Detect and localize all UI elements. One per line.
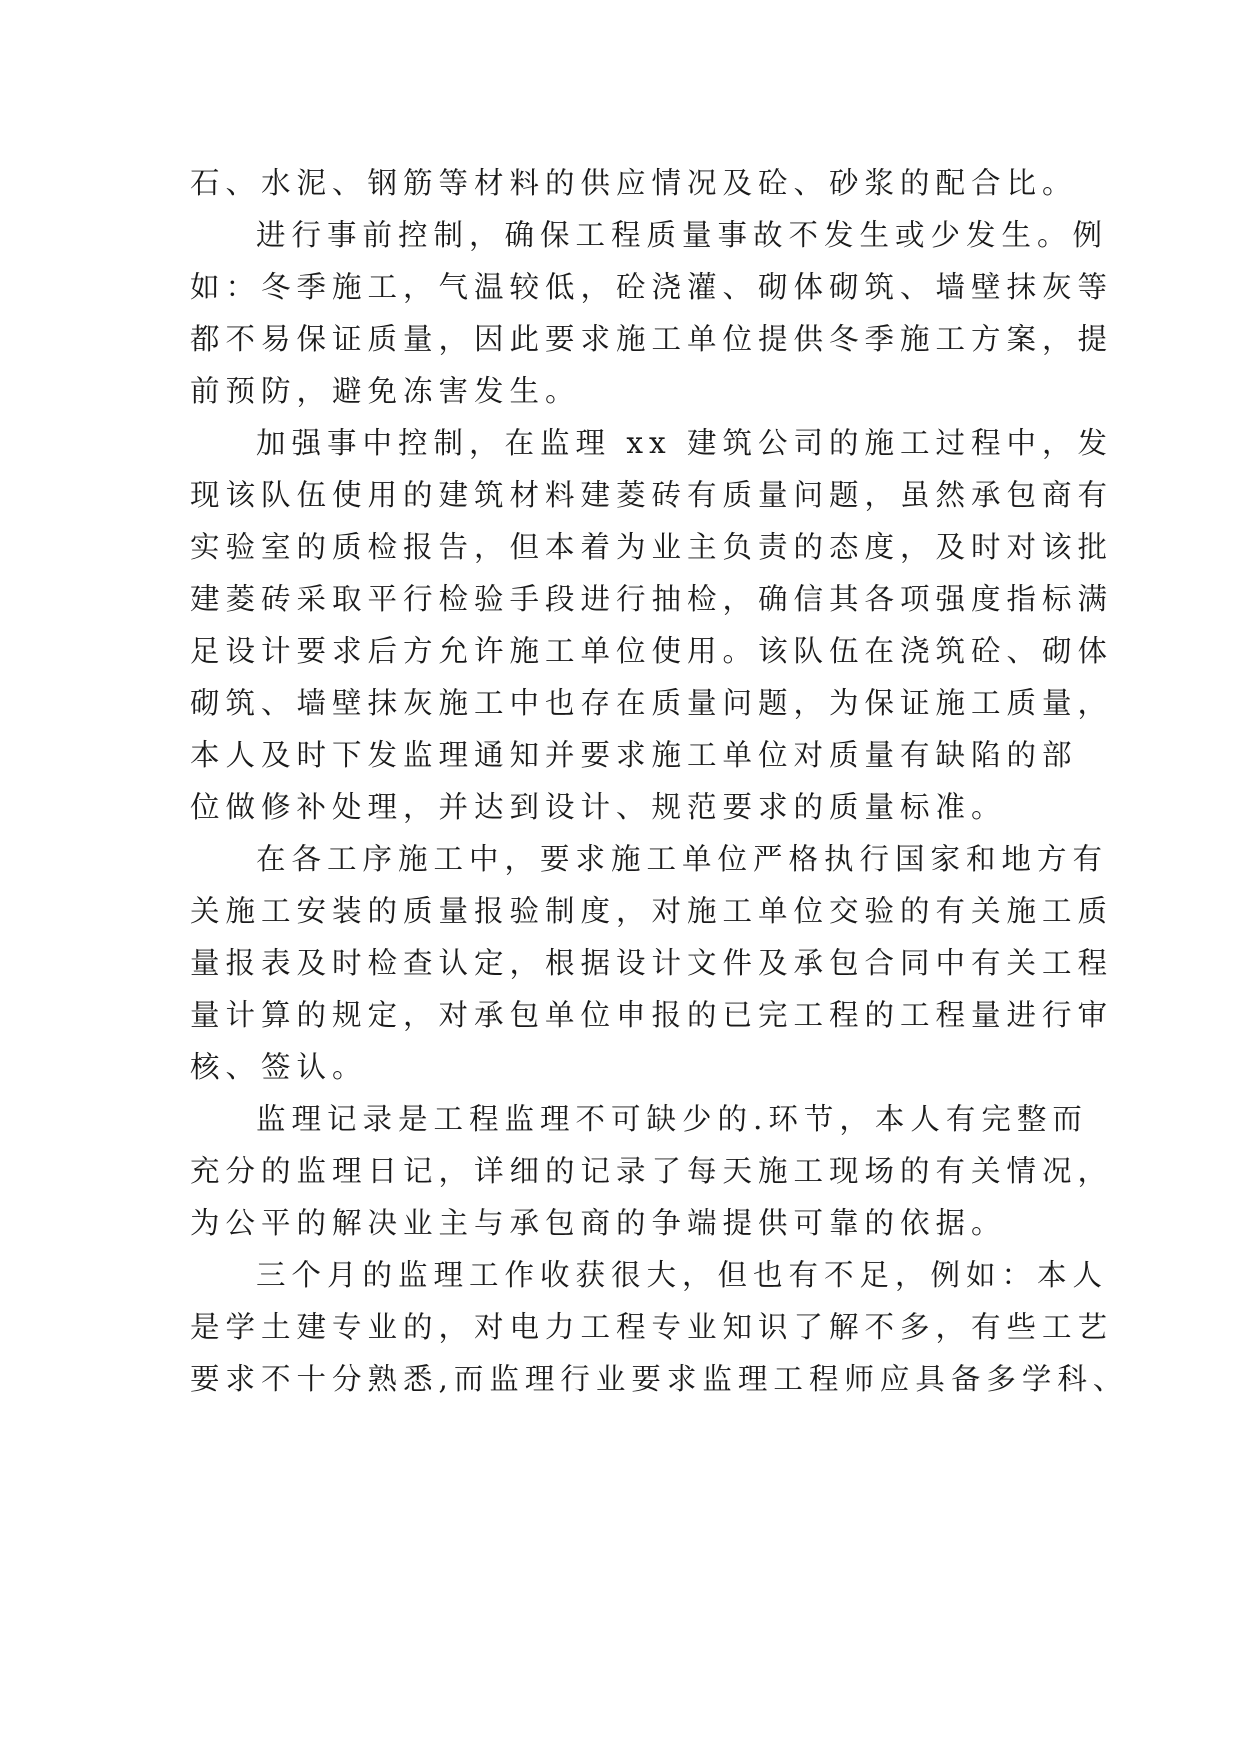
paragraph — [190, 209, 1114, 417]
paragraph — [190, 1249, 1129, 1405]
text-line: 量计算的规定，对承包单位申报的已完工程的工程量进行审 — [190, 998, 1114, 1032]
text-line: 前预防，避免冻害发生。 — [190, 374, 581, 408]
text-line: 本人及时下发监理通知并要求施工单位对质量有缺陷的部 — [190, 738, 1078, 772]
text-line: 位做修补处理，并达到设计、规范要求的质量标准。 — [190, 790, 1007, 824]
text-line: 都不易保证质量，因此要求施工单位提供冬季施工方案，提 — [190, 322, 1114, 356]
paragraph — [190, 1093, 1114, 1249]
paragraph — [190, 417, 1114, 833]
text-line: 关施工安装的质量报验制度，对施工单位交验的有关施工质 — [190, 894, 1114, 928]
text-line: 如：冬季施工，气温较低，砼浇灌、砌体砌筑、墙壁抹灰等 — [190, 270, 1114, 304]
text-line: 监理记录是工程监理不可缺少的.环节，本人有完整而 — [256, 1102, 1088, 1136]
paragraph — [190, 157, 1078, 209]
text-line: 在各工序施工中，要求施工单位严格执行国家和地方有 — [256, 842, 1109, 876]
text-line: 量报表及时检查认定，根据设计文件及承包合同中有关工程 — [190, 946, 1114, 980]
paragraph — [190, 833, 1114, 1093]
text-line: 实验室的质检报告，但本着为业主负责的态度，及时对该批 — [190, 530, 1114, 564]
text-line: 石、水泥、钢筋等材料的供应情况及砼、砂浆的配合比。 — [190, 166, 1078, 200]
text-line: 核、签认。 — [190, 1050, 368, 1084]
text-line: 充分的监理日记，详细的记录了每天施工现场的有关情况， — [190, 1154, 1114, 1188]
text-line: 三个月的监理工作收获很大，但也有不足，例如：本人 — [256, 1258, 1109, 1292]
text-line: 现该队伍使用的建筑材料建菱砖有质量问题，虽然承包商有 — [190, 478, 1114, 512]
document-body — [190, 157, 1129, 1405]
text-line: 砌筑、墙壁抹灰施工中也存在质量问题，为保证施工质量， — [190, 686, 1114, 720]
text-line: 足设计要求后方允许施工单位使用。该队伍在浇筑砼、砌体 — [190, 634, 1114, 668]
text-line: 进行事前控制，确保工程质量事故不发生或少发生。例 — [256, 218, 1109, 252]
text-line: 加强事中控制，在监理 xx 建筑公司的施工过程中，发 — [256, 426, 1114, 460]
text-line: 为公平的解决业主与承包商的争端提供可靠的依据。 — [190, 1206, 1007, 1240]
text-line: 要求不十分熟悉,而监理行业要求监理工程师应具备多学科、 — [190, 1362, 1129, 1396]
text-line: 是学土建专业的，对电力工程专业知识了解不多，有些工艺 — [190, 1310, 1114, 1344]
text-line: 建菱砖采取平行检验手段进行抽检，确信其各项强度指标满 — [190, 582, 1114, 616]
